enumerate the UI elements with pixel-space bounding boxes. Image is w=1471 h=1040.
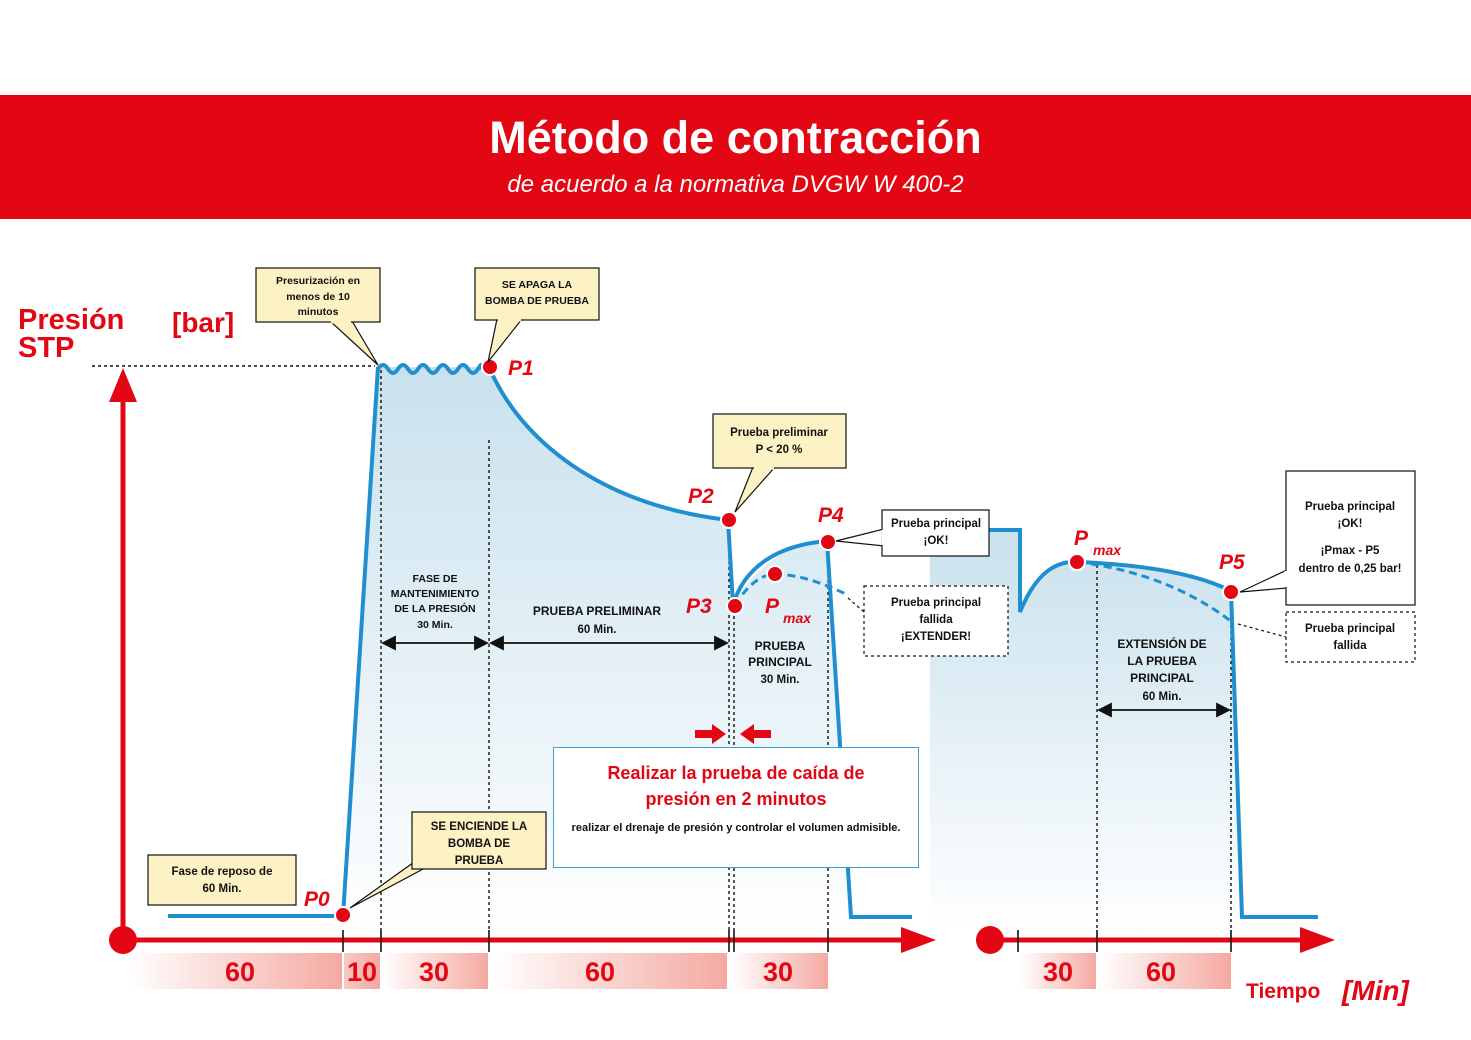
svg-text:EXTENSIÓN DE: EXTENSIÓN DE: [1117, 637, 1207, 651]
svg-text:30: 30: [418, 957, 450, 987]
svg-text:Presurización en: Presurización en: [275, 275, 361, 287]
point-p4: [820, 534, 836, 550]
point-p2: [721, 512, 737, 528]
svg-text:¡OK!: ¡OK!: [923, 535, 949, 547]
point-p3: [727, 598, 743, 614]
svg-text:60: 60: [1145, 957, 1177, 987]
label-pmax-1-sub: max: [783, 610, 812, 626]
svg-text:BOMBA DE: BOMBA DE: [447, 838, 511, 850]
label-pmax-1: P: [765, 595, 780, 618]
svg-text:MANTENIMIENTO: MANTENIMIENTO: [390, 588, 480, 600]
svg-text:fallida: fallida: [1333, 640, 1367, 652]
svg-text:minutos: minutos: [297, 306, 339, 318]
x-axis-origin: [109, 926, 137, 954]
x-axis-continued-arrow: [1300, 927, 1335, 953]
point-pmax-1: [767, 566, 783, 582]
svg-text:PRINCIPAL: PRINCIPAL: [748, 655, 812, 669]
svg-text:Prueba principal: Prueba principal: [1304, 623, 1396, 635]
svg-text:PRUEBA: PRUEBA: [454, 855, 504, 867]
svg-text:¡EXTENDER!: ¡EXTENDER!: [900, 631, 972, 643]
svg-text:¡OK!: ¡OK!: [1337, 518, 1363, 530]
svg-text:Prueba principal: Prueba principal: [890, 597, 982, 609]
point-pmax-2: [1069, 554, 1085, 570]
page-subtitle: de acuerdo a la normativa DVGW W 400-2: [507, 171, 964, 198]
label-p1: P1: [508, 357, 534, 380]
point-p1: [482, 359, 498, 375]
pressure-drop-note: [553, 747, 919, 868]
y-axis-label-1: Presión: [18, 304, 125, 336]
label-p0: P0: [304, 888, 330, 911]
svg-text:PRINCIPAL: PRINCIPAL: [1130, 671, 1194, 685]
callout-reposo: [148, 855, 296, 905]
note-title: Realizar la prueba de caída de presión en 2 minutos: [607, 763, 865, 809]
callout-bomba-apaga: [475, 268, 599, 362]
svg-text:Prueba principal: Prueba principal: [1304, 501, 1396, 513]
note-text: realizar el drenaje de presión y controlar el volumen admisible.: [571, 822, 901, 834]
x-axis-continued-origin: [976, 926, 1004, 954]
svg-text:FASE DE: FASE DE: [412, 573, 458, 585]
callout-presurizacion: [256, 268, 380, 365]
svg-text:60: 60: [224, 957, 256, 987]
svg-text:Prueba preliminar: Prueba preliminar: [730, 427, 828, 439]
x-axis-unit: [Min]: [1342, 975, 1409, 1006]
x-axis-label: Tiempo: [1246, 980, 1321, 1003]
svg-text:60 Min.: 60 Min.: [577, 624, 617, 636]
svg-text:¡Pmax - P5: ¡Pmax - P5: [1320, 545, 1380, 557]
y-axis-arrow: [109, 368, 137, 402]
svg-text:30: 30: [762, 957, 794, 987]
label-p2: P2: [688, 485, 714, 508]
point-p0: [335, 907, 351, 923]
svg-text:SE APAGA LA: SE APAGA LA: [501, 279, 573, 291]
svg-text:menos de 10: menos de 10: [286, 291, 350, 303]
svg-text:P < 20 %: P < 20 %: [755, 444, 803, 456]
svg-text:PRUEBA PRELIMINAR: PRUEBA PRELIMINAR: [532, 604, 662, 618]
svg-text:Fase de reposo de: Fase de reposo de: [171, 866, 273, 878]
svg-text:dentro de 0,25 bar!: dentro de 0,25 bar!: [1298, 563, 1402, 575]
callout-principal-ok-p5: [1240, 471, 1415, 605]
svg-text:30: 30: [1042, 957, 1074, 987]
callout-principal-fallida-extender: [848, 586, 1008, 656]
svg-text:30 Min.: 30 Min.: [417, 619, 453, 631]
label-pmax-2-sub: max: [1093, 542, 1122, 558]
callout-principal-fallida: [1238, 612, 1415, 662]
svg-text:60 Min.: 60 Min.: [1142, 691, 1182, 703]
callout-preliminar: [713, 414, 846, 512]
svg-text:60 Min.: 60 Min.: [202, 883, 242, 895]
callout-principal-ok: [836, 510, 989, 556]
svg-text:10: 10: [346, 957, 378, 987]
label-p5: P5: [1219, 551, 1245, 574]
label-pmax-2: P: [1074, 527, 1089, 550]
label-p3: P3: [686, 595, 712, 618]
y-axis-unit: [bar]: [172, 307, 235, 338]
svg-text:fallida: fallida: [919, 614, 953, 626]
svg-text:60: 60: [584, 957, 616, 987]
y-axis-label-2: STP: [18, 332, 75, 364]
svg-text:Prueba principal: Prueba principal: [890, 518, 982, 530]
svg-text:BOMBA DE PRUEBA: BOMBA DE PRUEBA: [484, 295, 590, 307]
label-p4: P4: [818, 504, 844, 527]
page-title: Método de contracción: [489, 112, 982, 163]
svg-text:PRUEBA: PRUEBA: [754, 639, 806, 653]
svg-text:DE LA PRESIÓN: DE LA PRESIÓN: [394, 603, 476, 615]
svg-text:30 Min.: 30 Min.: [760, 674, 800, 686]
svg-text:LA PRUEBA: LA PRUEBA: [1127, 654, 1197, 668]
svg-text:SE ENCIENDE LA: SE ENCIENDE LA: [430, 821, 528, 833]
point-p5: [1223, 584, 1239, 600]
